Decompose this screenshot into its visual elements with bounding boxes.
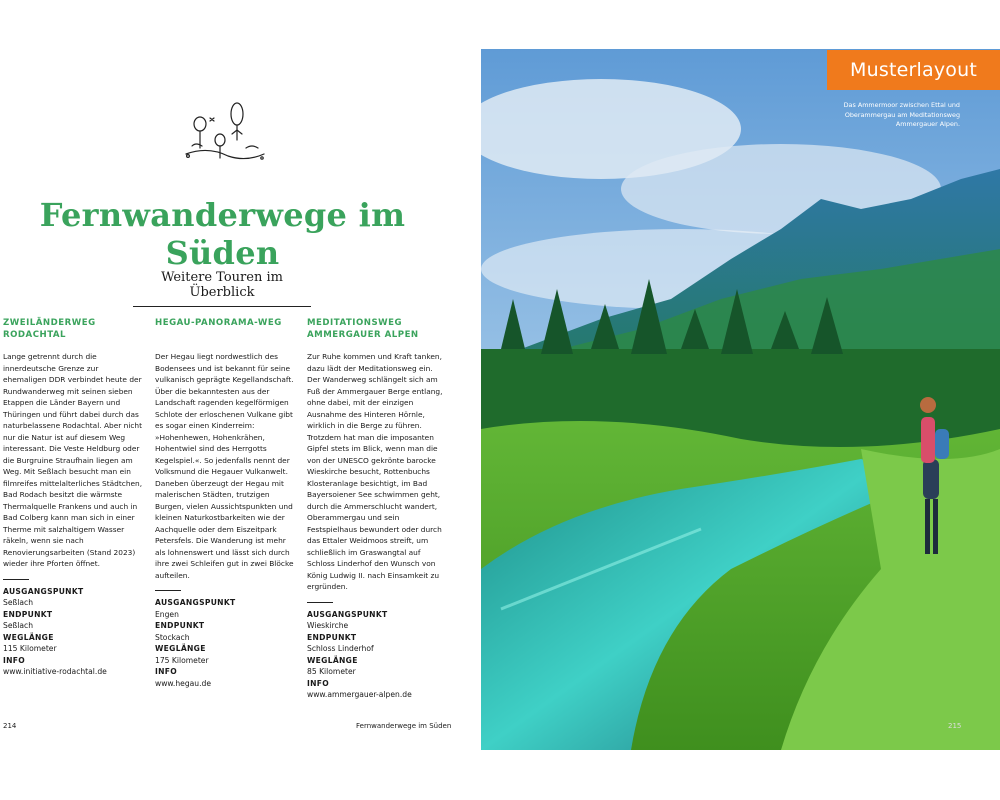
route-column-ammergau bbox=[307, 317, 447, 701]
page-number-left: 214 bbox=[3, 722, 17, 730]
route-heading bbox=[3, 317, 143, 351]
info-link[interactable]: www.ammergauer-alpen.de bbox=[307, 690, 412, 699]
route-facts bbox=[3, 586, 143, 678]
fact-value: 175 Kilometer bbox=[155, 655, 209, 665]
info-link[interactable]: www.hegau.de bbox=[155, 678, 212, 688]
route-column-rodachtal bbox=[3, 317, 143, 678]
fact-value: Stockach bbox=[155, 632, 190, 642]
photo-caption: Das Ammermoor zwischen Ettal und Oberammergau am Meditationsweg Ammergauer Alpen. bbox=[843, 101, 960, 128]
fact-label: INFO bbox=[155, 667, 178, 676]
info-link[interactable]: www.initiative-rodachtal.de bbox=[3, 667, 107, 676]
fact-value: Wieskirche bbox=[307, 621, 349, 630]
route-description: Zur Ruhe kommen und Kraft tanken, dazu lädt der Meditationsweg ein. Der Wanderweg schlängelt sich am Fuß der Ammergauer Berge entlang, ohne dabei, mit der einzigen Ausnahme des Hinteren Hörnle, wirklich in die Berge zu führen. Trotzdem hat man die imposanten Gipfel stets im Blick, wenn man die von der UNESCO gekrönte barocke Wieskirche besucht, Rottenbuchs Klosteranlage besichtigt, im Bad Bayersoiener See schwimmen geht, durch die Ammerschlucht wandert, Oberammergau und sein Festspielhaus bewundert oder durch das Ettaler Weidmoos streift, um schließlich im Graswangtal auf Schloss Linderhof den Wunsch von König Ludwig II. nach Einsamkeit zu ergründen. bbox=[307, 352, 443, 591]
route-description: Lange getrennt durch die innerdeutsche Grenze zur ehemaligen DDR verbindet heute der Rundwanderweg mit seinen sieben Etappen die Länder Bayern und Thüringen und führt dabei durch das naturbelassene Rodachtal. Aber nicht nur die Natur ist auf diesem Weg interessant. Die Veste Heldburg oder die Burgruine Straufhain liegen am Weg. Mit Seßlach besucht man ein filmreifes mittelalterliches Städtchen, Bad Rodach besitzt die wärmste Thermalquelle Frankens und auch in Bad Colberg kann man sich in einer Therme mit salzhaltigem Wasser räkeln, wenn sie nach Renovierungsarbeiten (Stand 2023) wieder ihre Pforten öffnet. bbox=[3, 352, 143, 568]
fact-label: WEGLÄNGE bbox=[3, 632, 54, 642]
fact-label: INFO bbox=[3, 655, 26, 665]
fact-label: ENDPUNKT bbox=[3, 609, 53, 619]
trees-illustration bbox=[180, 96, 270, 166]
route-facts bbox=[155, 597, 295, 689]
fact-value: 115 Kilometer bbox=[3, 644, 57, 653]
fact-label: ENDPUNKT bbox=[307, 632, 357, 642]
fact-label: WEGLÄNGE bbox=[307, 655, 358, 665]
page-number-right: 215 bbox=[948, 722, 962, 730]
fact-label: ENDPUNKT bbox=[155, 621, 205, 630]
route-heading bbox=[307, 317, 447, 351]
divider bbox=[155, 590, 181, 591]
fact-label: INFO bbox=[307, 678, 330, 688]
landscape-photo bbox=[481, 49, 1000, 750]
route-description: Der Hegau liegt nordwestlich des Bodensees und ist bekannt für seine vulkanisch geprägte Kegellandschaft. Über die bekanntesten aus der Landschaft ragenden kegelförmigen Schlote der erloschenen Vulkane gibt es sogar einen Kinderreim: »Hohenhewen, Hohenkrähen, Hohentwiel sind des Herrgotts Kegelspiel.«. So jedenfalls nennt der Volksmund die Hegauer Vulkanwelt. Daneben überzeugt der Hegau mit malerischen Städten, trutzigen Burgen, vielen Aussichtspunkten und kleinen Naturkostbarkeiten wie der Aachquelle oder dem Eiszeitpark Petersfels. Die Wanderung ist mehr als lohnenswert und lässt sich durch ihre zwei Schleifen gut in zwei Blöcke aufteilen. bbox=[155, 352, 294, 580]
fact-value: Engen bbox=[155, 609, 179, 619]
fact-label: AUSGANGSPUNKT bbox=[155, 598, 236, 607]
running-title: Fernwanderwege im Süden bbox=[356, 722, 452, 730]
route-column-hegau bbox=[155, 317, 295, 689]
chapter-title: Fernwanderwege im Süden bbox=[39, 196, 406, 272]
fact-value: 85 Kilometer bbox=[307, 667, 356, 676]
section-subtitle: Weitere Touren im Überblick bbox=[133, 270, 311, 307]
route-heading bbox=[155, 317, 295, 351]
route-heading-line: HEGAU-PANORAMA-WEG bbox=[155, 318, 282, 328]
route-heading-line: AMMERGAUER ALPEN bbox=[307, 330, 419, 340]
fact-value: Schloss Linderhof bbox=[307, 644, 374, 653]
divider bbox=[3, 579, 29, 580]
route-heading-line: MEDITATIONSWEG bbox=[307, 318, 403, 328]
divider bbox=[307, 602, 333, 603]
fact-value: Seßlach bbox=[3, 621, 34, 630]
fact-label: AUSGANGSPUNKT bbox=[3, 586, 84, 596]
fact-label: WEGLÄNGE bbox=[155, 644, 206, 653]
route-heading-line: ZWEILÄNDERWEG bbox=[3, 318, 96, 328]
fact-value: Seßlach bbox=[3, 598, 34, 607]
route-heading-line: RODACHTAL bbox=[3, 330, 67, 340]
sample-layout-badge: Musterlayout bbox=[827, 50, 1000, 90]
route-facts bbox=[307, 609, 447, 701]
fact-label: AUSGANGSPUNKT bbox=[307, 609, 388, 619]
